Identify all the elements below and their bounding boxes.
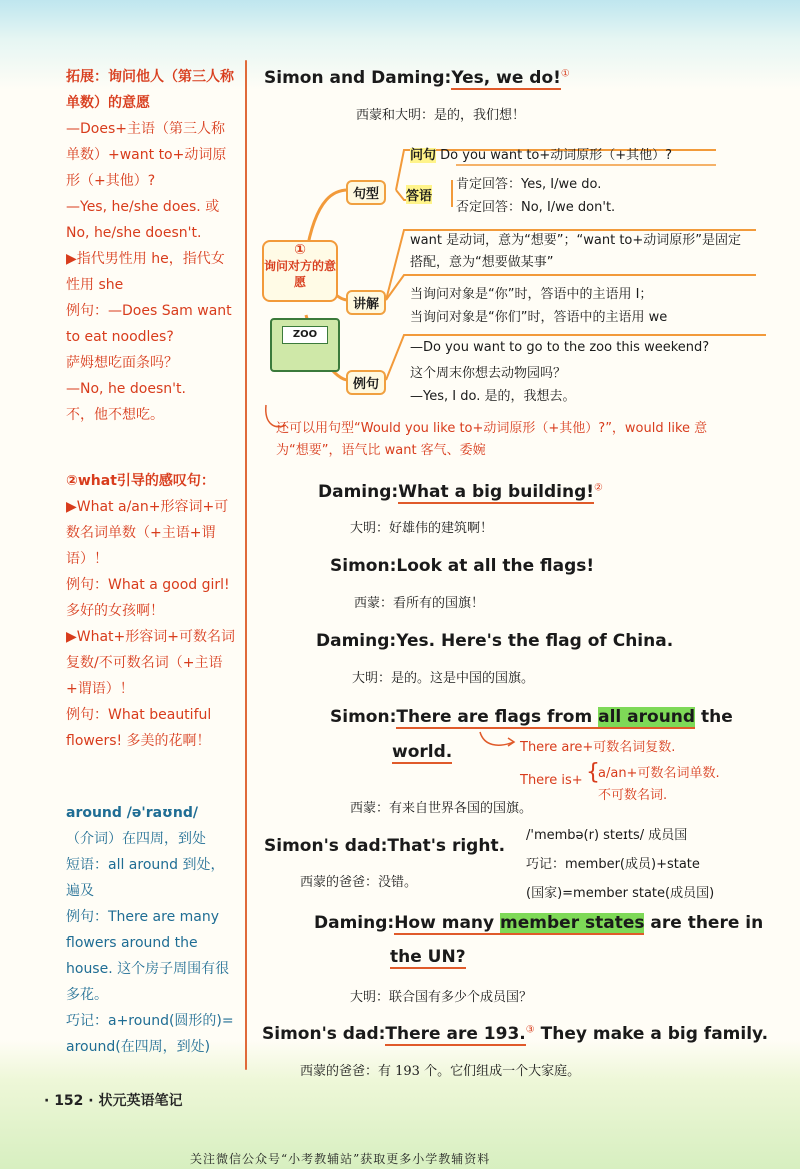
zoo-illustration [270,318,340,372]
note-marker: ③ [525,1024,535,1036]
ext-answer: —Yes, he/she does. 或No, he/she doesn't. [66,199,220,241]
note-there-is: There is+ [520,773,583,788]
ans-no: 否定回答：No, I/we don't. [456,200,616,215]
dialogue-line-a: There are 193. [385,1024,526,1044]
around-phrase: 短语：all around 到处，遍及 [66,857,225,899]
dialogue-3-translation: 西蒙：看所有的国旗！ [354,596,485,611]
dialogue-1-translation: 西蒙和大明：是的，我们想！ [356,108,526,123]
explain2b: 当询问对象是“你们”时，答语中的主语用 we [410,310,668,325]
note-there-are: There are+可数名词复数. [520,740,676,755]
around-example: 例句：There are many flowers around the house. 这个房子周围有很多花。 [66,909,230,1003]
ask-label: 问句 [410,148,437,163]
dialogue-line-highlight: member states [500,913,645,933]
center-number: ① [294,242,306,258]
dialogue-7 [314,913,763,933]
explain2a: 当询问对象是“你”时，答语中的主语用 I； [410,287,653,302]
around-tip: 巧记：a+round(圆形的)= around(在四周，到处) [66,1013,234,1055]
note-there-is-a: a/an+可数名词单数. [598,766,720,781]
sidebar-extension [66,64,236,428]
sidebar-divider [245,60,247,1070]
note-marker: ② [594,482,603,494]
dialogue-8 [262,1024,768,1044]
excl-rule2: ▶What+形容词+可数名词复数/不可数名词（+主语+谓语）！ [66,629,236,697]
ans-yes: 肯定回答：Yes, I/we do. [456,177,602,192]
ext-pattern: —Does+主语（第三人称单数）+want to+动词原形（+其他）? [66,121,227,189]
dialogue-line-highlight: all around [598,707,696,727]
note-brace: { [586,760,600,785]
dialogue-7-translation: 大明：联合国有多少个成员国？ [350,990,533,1005]
dialogue-line-a: How many [394,913,501,933]
speaker: Simon and Daming: [264,68,452,88]
note-member-tip2: (国家)=member state(成员国) [526,886,715,901]
branch-example: 例句 [346,370,386,395]
mindmap-also-note: 还可以用句型“Would you like to+动词原形（+其他）?”，would like 意为“想要”，语气比 want 客气、委婉 [276,421,708,458]
excl-rule1: ▶What a/an+形容词+可数名词单数（+主语+谓语）！ [66,499,229,567]
center-title: 询问对方的意愿 [264,259,337,289]
ext-example-cn: 萨姆想吃面条吗？ [66,355,178,371]
dialogue-6 [264,836,505,856]
ask-row [410,144,672,163]
dialogue-5-line-c: world. [392,742,453,762]
speaker: Simon's dad: [264,836,388,856]
dialogue-2-translation: 大明：好雄伟的建筑啊！ [350,521,494,536]
branch-explain: 讲解 [346,290,386,315]
dialogue-2 [318,482,603,502]
excl-ex2: 例句：What beautiful flowers! 多美的花啊！ [66,707,212,749]
dialogue-6-translation: 西蒙的爸爸：没错。 [300,875,418,890]
ext-example-cn2: 不，他不想吃。 [66,407,164,423]
dialogue-line-b: They make a big family. [534,1024,769,1044]
dialogue-5 [330,707,733,727]
dialogue-1 [264,68,570,88]
ext-title: 拓展：询问他人（第三人称单数）的意愿 [66,69,234,111]
sidebar-exclamation [66,468,236,754]
ex-cn: 这个周末你想去动物园吗？ [410,366,567,381]
note-marker: ① [560,68,570,80]
page-number: · 152 · 状元英语笔记 [44,1093,183,1109]
dialogue-line: What a big building! [398,482,594,502]
dialogue-5-translation: 西蒙：有来自世界各国的国旗。 [350,801,533,816]
ext-example-en2: —No, he doesn't. [66,381,186,397]
dialogue-8-translation: 西蒙的爸爸：有 193 个。它们组成一个大家庭。 [300,1064,581,1079]
ex-ans: —Yes, I do. 是的，我想去。 [410,389,576,404]
zoo-sign: ZOO [282,326,328,344]
bottom-promo: 关注微信公众号“小考教辅站”获取更多小学教辅资料 [190,1152,491,1166]
around-pos: （介词）在四周，到处 [66,831,206,847]
dialogue-line: Yes. Here's the flag of China. [396,631,674,651]
dialogue-line: Look at all the flags! [396,556,595,576]
dialogue-4 [316,631,673,651]
dialogue-line-b: are there in [644,913,764,933]
ans-label: 答语 [406,185,432,204]
speaker: Simon: [330,707,397,727]
dialogue-line: That's right. [387,836,506,856]
excl-ex1: 例句：What a good girl! 多好的女孩啊！ [66,577,230,619]
speaker: Daming: [314,913,395,933]
ask-text: Do you want to+动词原形（+其他）? [440,148,673,163]
branch-pattern: 句型 [346,180,386,205]
mindmap-center [262,240,338,302]
arrow-there-are [478,728,518,752]
dialogue-line-b: the [695,707,733,727]
excl-title: ②what引导的感叹句： [66,473,215,489]
note-there-is-b: 不可数名词. [598,788,668,803]
speaker: Daming: [316,631,397,651]
ext-example-en: 例句：—Does Sam want to eat noodles? [66,303,232,345]
dialogue-line: Yes, we do! [451,68,561,88]
ex-en: —Do you want to go to the zoo this weekend? [410,340,710,355]
speaker: Simon's dad: [262,1024,386,1044]
around-word: around /ə'raʊnd/ [66,805,198,821]
explain1: want 是动词，意为“想要”；“want to+动词原形”是固定搭配，意为“想要做某事” [410,233,742,270]
dialogue-3 [330,556,594,576]
dialogue-7-line-c: the UN? [390,947,466,967]
note-member-tip1: 巧记：member(成员)+state [526,857,700,872]
note-member-phonetic: /'membə(r) steɪts/ 成员国 [526,828,688,843]
speaker: Simon: [330,556,397,576]
ext-note: ▶指代男性用 he，指代女性用 she [66,251,225,293]
sidebar-around [66,800,236,1060]
dialogue-4-translation: 大明：是的。这是中国的国旗。 [352,671,535,686]
dialogue-line-a: There are flags from [396,707,599,727]
speaker: Daming: [318,482,399,502]
